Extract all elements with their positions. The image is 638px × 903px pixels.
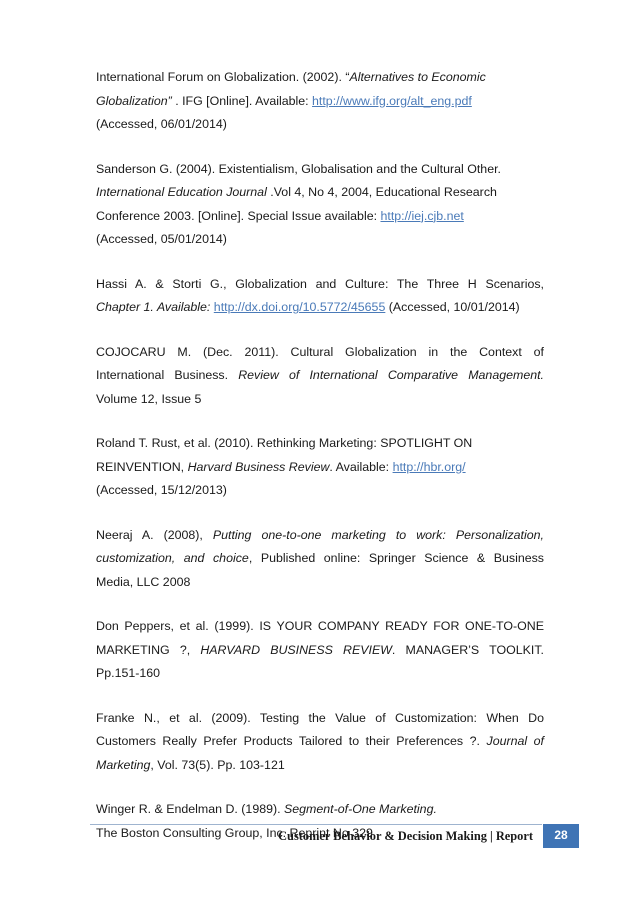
- reference-text: Review of International Comparative Management.: [238, 368, 544, 382]
- reference-entry: [96, 615, 544, 686]
- footer-divider: [90, 824, 542, 825]
- reference-text: Customers Really Prefer Products Tailored to their Preferences ?.: [96, 734, 487, 748]
- reference-line: [96, 707, 544, 731]
- reference-text: Roland T. Rust, et al. (2010). Rethinking Marketing: SPOTLIGHT ON: [96, 436, 473, 450]
- reference-line: [96, 730, 544, 754]
- reference-line: [96, 547, 544, 571]
- reference-line: [96, 754, 544, 778]
- reference-entry: [96, 524, 544, 595]
- reference-text: Segment-of-One Marketing.: [284, 802, 437, 816]
- reference-line: [96, 615, 544, 639]
- page-number-badge: 28: [543, 824, 579, 848]
- reference-text: International Education Journal: [96, 185, 271, 199]
- reference-line: [96, 273, 544, 297]
- reference-text: MARKETING ?,: [96, 642, 201, 657]
- references-list: [96, 66, 544, 866]
- reference-entry: [96, 66, 544, 137]
- reference-link[interactable]: http://dx.doi.org/10.5772/45655: [213, 300, 386, 314]
- reference-line: [96, 639, 544, 663]
- reference-text: Putting one-to-one marketing to work: Personalization,: [212, 527, 544, 542]
- reference-text: Hassi A. & Storti G., Globalization and Culture: The Three H Scenarios,: [96, 276, 544, 291]
- reference-line: [96, 798, 544, 822]
- reference-text: , Published online: Springer Science & Business: [248, 551, 544, 565]
- reference-link[interactable]: http://hbr.org/: [392, 459, 466, 474]
- reference-text: Harvard Business Review: [187, 459, 330, 474]
- reference-text: Volume 12, Issue 5: [96, 391, 202, 406]
- reference-line: [96, 341, 544, 365]
- reference-text: Globalization”: [96, 93, 176, 108]
- reference-link[interactable]: http://www.ifg.org/alt_eng.pdf: [312, 93, 472, 108]
- reference-text: .Vol 4, No 4, 2004, Educational Research: [270, 185, 497, 199]
- reference-line: [96, 364, 544, 388]
- reference-text: International Business.: [96, 368, 239, 382]
- reference-line: [96, 158, 544, 182]
- reference-text: Media, LLC 2008: [96, 574, 191, 589]
- reference-line: [96, 524, 544, 548]
- reference-text: HARVARD BUSINESS REVIEW: [200, 642, 392, 657]
- reference-text: Don Peppers, et al. (1999). IS YOUR COMPANY READY FOR ONE-TO-ONE: [96, 619, 544, 633]
- reference-text: (Accessed, 10/01/2014): [385, 300, 520, 314]
- reference-line: [96, 571, 544, 595]
- reference-line: [96, 228, 544, 252]
- reference-entry: [96, 707, 544, 778]
- reference-text: (Accessed, 15/12/2013): [96, 483, 227, 497]
- reference-line: [96, 388, 544, 412]
- reference-line: [96, 90, 544, 114]
- reference-entry: [96, 158, 544, 252]
- reference-text: . IFG [Online]. Available:: [175, 93, 313, 108]
- reference-text: Sanderson G. (2004). Existentialism, Globalisation and the Cultural Other.: [96, 161, 501, 176]
- reference-entry: [96, 341, 544, 412]
- reference-line: [96, 456, 544, 480]
- reference-text: , Vol. 73(5). Pp. 103-121: [150, 757, 285, 772]
- reference-line: [96, 479, 544, 503]
- reference-text: COJOCARU M. (Dec. 2011). Cultural Globalization in the Context of: [96, 344, 544, 359]
- reference-line: [96, 205, 544, 229]
- reference-text: . MANAGER’S TOOLKIT.: [391, 642, 544, 657]
- reference-entry: [96, 273, 544, 320]
- reference-text: Franke N., et al. (2009). Testing the Value of Customization: When Do: [96, 710, 544, 725]
- reference-text: Neeraj A. (2008),: [96, 527, 213, 542]
- reference-text: Journal of: [486, 734, 545, 748]
- reference-text: International Forum on Globalization. (2002). “: [96, 70, 350, 84]
- reference-text: Conference 2003. [Online]. Special Issue available:: [96, 208, 381, 223]
- reference-line: [96, 181, 544, 205]
- reference-text: Marketing: [96, 757, 151, 772]
- reference-line: [96, 662, 544, 686]
- reference-text: Chapter 1. Available:: [96, 300, 214, 314]
- reference-line: [96, 432, 544, 456]
- reference-text: Winger R. & Endelman D. (1989).: [96, 802, 285, 816]
- reference-text: customization, and choice: [96, 551, 249, 565]
- reference-text: REINVENTION,: [96, 459, 188, 474]
- reference-text: The Boston Consulting Group, Inc. Reprint No 329: [96, 825, 373, 840]
- reference-entry: [96, 432, 544, 503]
- reference-text: Alternatives to Economic: [349, 70, 486, 84]
- reference-text: Pp.151-160: [96, 666, 161, 680]
- reference-line: [96, 113, 544, 137]
- reference-link[interactable]: http://iej.cjb.net: [380, 208, 464, 223]
- reference-text: . Available:: [329, 459, 393, 474]
- reference-line: [96, 296, 544, 320]
- reference-text: (Accessed, 05/01/2014): [96, 232, 227, 246]
- footer-title: Customer Behavior & Decision Making | Report: [278, 829, 533, 843]
- reference-text: (Accessed, 06/01/2014): [96, 117, 227, 131]
- reference-line: [96, 66, 544, 90]
